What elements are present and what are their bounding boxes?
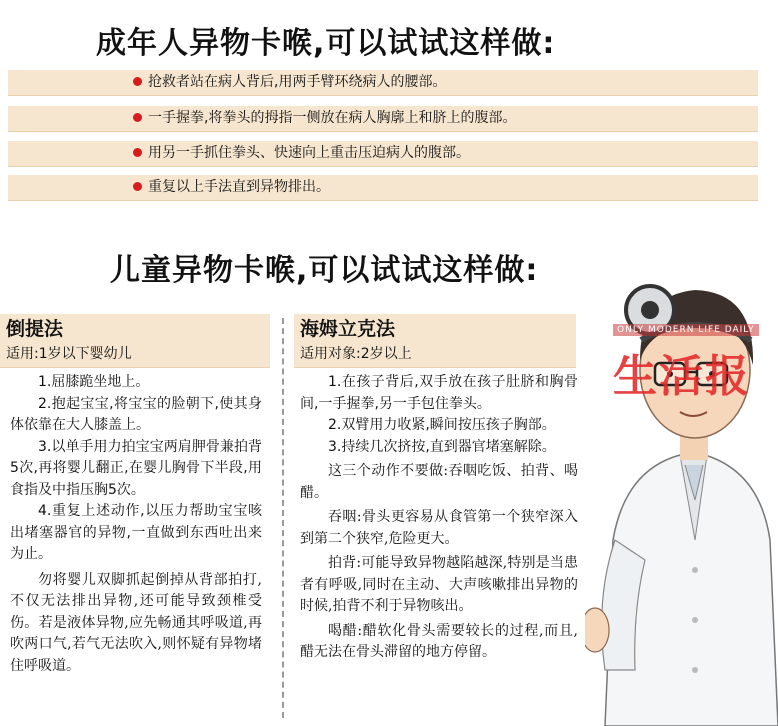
bullet-icon <box>133 113 142 122</box>
inversion-step: 2.抱起宝宝,将宝宝的脸朝下,使其身体依靠在大人膝盖上。 <box>10 395 262 433</box>
heimlich-step: 2.双臂用力收紧,瞬间按压孩子胸部。 <box>328 417 556 433</box>
inversion-method-title: 倒提法 <box>6 318 64 340</box>
heimlich-method-header <box>294 314 576 368</box>
child-heading: 儿童异物卡喉,可以试试这样做: <box>110 253 539 288</box>
adult-step-2: 一手握拳,将拳头的拇指一侧放在病人胸廓上和脐上的腹部。 <box>8 106 758 132</box>
heimlich-note: 喝醋:醋软化骨头需要较长的过程,而且,醋无法在骨头滞留的地方停留。 <box>300 622 578 660</box>
adult-step-4: 重复以上手法直到异物排出。 <box>8 175 758 201</box>
adult-step-3: 用另一手抓住拳头、快速向上重击压迫病人的腹部。 <box>8 141 758 167</box>
heimlich-step: 1.在孩子背后,双手放在孩子肚脐和胸骨间,一手握拳,另一手包住拳头。 <box>300 374 578 412</box>
column-divider <box>282 318 284 718</box>
heimlich-note: 拍背:可能导致异物越陷越深,特别是当患者有呼吸,同时在主动、大声咳嗽排出异物的时候,拍背不利于异物咳出。 <box>300 555 578 614</box>
inversion-step: 4.重复上述动作,以压力帮助宝宝咳出堵塞器官的异物,一直做到东西吐出来为止。 <box>10 503 262 562</box>
inversion-warning: 勿将婴儿双脚抓起倒掉从背部拍打,不仅无法排出异物,还可能导致颈椎受伤。若是液体异物,应先畅通其呼吸道,再吹两口气,若气无法吹入,则怀疑有异物堵住呼吸道。 <box>10 571 262 674</box>
doctor-illustration <box>585 240 778 726</box>
heimlich-method-body <box>300 372 578 664</box>
adult-heading: 成年人异物卡喉,可以试试这样做: <box>96 26 556 61</box>
heimlich-method-title: 海姆立克法 <box>300 318 396 340</box>
heimlich-note: 吞咽:骨头更容易从食管第一个狭窄深入到第二个狭窄,危险更大。 <box>300 509 578 547</box>
watermark-english: ONLY MODERN LIFE DAILY <box>613 324 759 336</box>
heimlich-dont-list: 这三个动作不要做:吞咽吃饭、拍背、喝醋。 <box>300 463 578 501</box>
heimlich-method-subtitle: 适用对象:2岁以上 <box>300 346 412 362</box>
inversion-step: 3.以单手用力拍宝宝两肩胛骨兼拍背5次,再将婴儿翻正,在婴儿胸骨下半段,用食指及中指压胸5次。 <box>10 438 262 498</box>
watermark-chinese: 生活报 <box>613 351 751 402</box>
inversion-method-header <box>0 314 270 368</box>
heimlich-step: 3.持续几次挤按,直到器官堵塞解除。 <box>328 438 556 455</box>
inversion-step: 1.屈膝跪坐地上。 <box>38 374 150 390</box>
inversion-method-body <box>10 372 262 677</box>
adult-step-1: 抢救者站在病人背后,用两手臂环绕病人的腰部。 <box>8 70 758 96</box>
bullet-icon <box>133 182 142 191</box>
newspaper-watermark <box>605 318 778 408</box>
inversion-method-subtitle: 适用:1岁以下婴幼儿 <box>6 346 132 362</box>
bullet-icon <box>133 77 142 86</box>
bullet-icon <box>133 148 142 157</box>
